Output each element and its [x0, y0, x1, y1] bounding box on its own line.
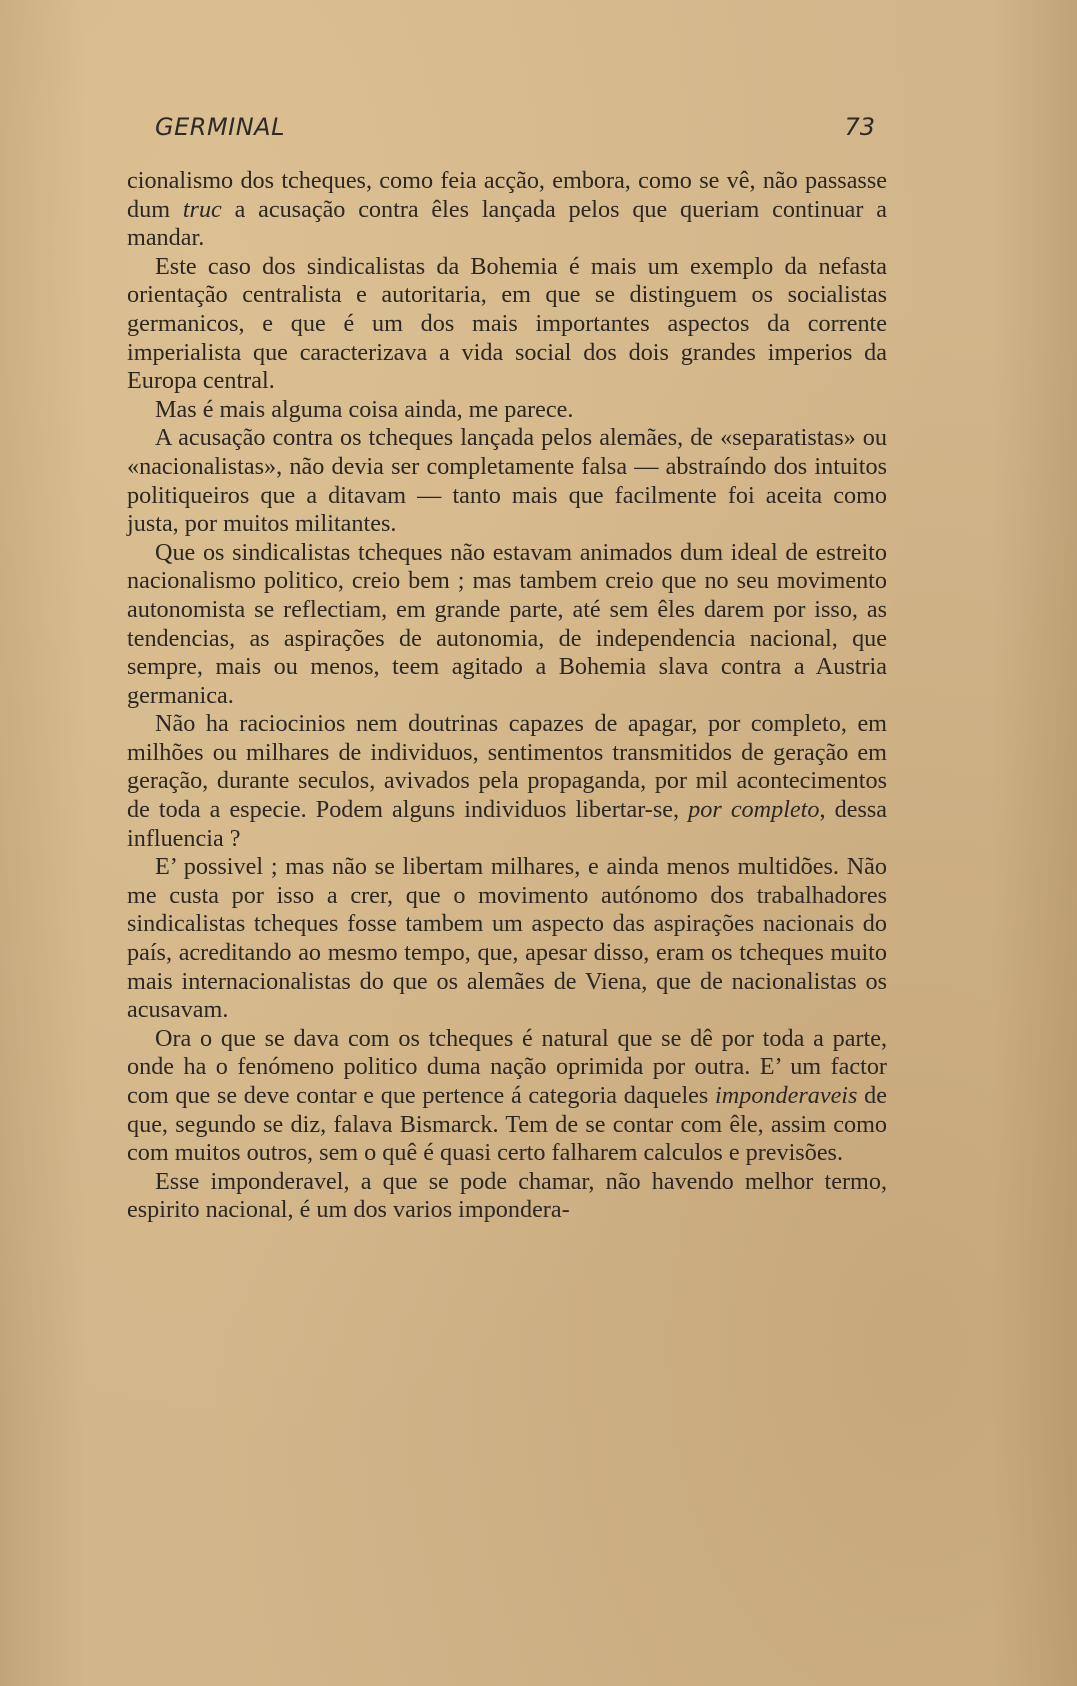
text-segment: Ora o que se dava com os tcheques é natural que se dê por toda a parte, onde ha o fenómeno politico duma nação oprimida por outra. E’ um factor com que se deve contar e que pertence á categoria daqueles	[127, 1024, 887, 1109]
body-text	[127, 167, 887, 1225]
paragraph	[127, 1168, 887, 1225]
text-segment: , dessa influencia ?	[127, 796, 888, 852]
page-number: 73	[844, 113, 875, 141]
text-segment: de que, segundo se diz, falava Bismarck. Tem de se contar com êle, assim como com muitos outros, sem o quê é quasi certo falharem calculos e previsões.	[127, 1082, 887, 1167]
text-segment: Que os sindicalistas tcheques não estavam animados dum ideal de estreito nacionalismo politico, creio bem ; mas tambem creio que no seu movimento autonomista se reflectiam, em grande parte, até sem êles darem por isso, as tendencias, as aspirações de autonomia, de independencia nacional, que sempre, mais ou menos, teem agitado a Bohemia slava contra a Austria germanica.	[127, 538, 887, 709]
paragraph	[127, 539, 887, 711]
paragraph	[127, 1025, 887, 1168]
text-segment: a acusação contra êles lançada pelos que queriam continuar a mandar.	[127, 195, 887, 252]
italic-text: truc	[182, 195, 222, 223]
paragraph	[127, 167, 887, 253]
text-segment: Esse imponderavel, a que se pode chamar, não havendo melhor termo, espirito nacional, é um dos varios impondera-	[127, 1167, 887, 1224]
paragraph	[127, 396, 887, 425]
text-segment: Este caso dos sindicalistas da Bohemia é mais um exemplo da nefasta orientação centralista e autoritaria, em que se distinguem os socialistas germanicos, e que é um dos mais importantes aspectos da corrente imperialista que caracterizava a vida social dos dois grandes imperios da Europa central.	[127, 252, 887, 395]
running-title: GERMINAL	[155, 113, 285, 141]
text-segment: Não ha raciocinios nem doutrinas capazes de apagar, por completo, em milhões ou milhares de individuos, sentimentos transmitidos de geração em geração, durante seculos, avivados pela propaganda, por mil acontecimentos de toda a especie. Podem alguns individuos libertar-se,	[127, 710, 887, 824]
text-segment: cionalismo dos tcheques, como feia acção, embora, como se vê, não passasse dum	[127, 167, 887, 223]
italic-text: imponderaveis	[715, 1082, 858, 1109]
text-segment: Mas é mais alguma coisa ainda, me parece.	[155, 395, 574, 423]
paragraph	[127, 853, 887, 1025]
paragraph	[127, 253, 887, 396]
page-header	[155, 113, 875, 149]
italic-text: por completo	[688, 796, 820, 824]
text-segment: E’ possivel ; mas não se libertam milhares, e ainda menos multidões. Não me custa por isso a crer, que o movimento autónomo dos trabalhadores sindicalistas tcheques fosse tambem um aspecto das aspirações nacionais do país, acreditando ao mesmo tempo, que, apesar disso, eram os tcheques muito mais internacionalistas do que os alemães de Viena, que de nacionalistas os acusavam.	[127, 853, 887, 1024]
text-segment: A acusação contra os tcheques lançada pelos alemães, de «separatistas» ou «nacionalistas», não devia ser completamente falsa — abstraíndo dos intuitos politiqueiros que a ditavam — tanto mais que facilmente foi aceita como justa, por muitos militantes.	[127, 424, 887, 538]
paragraph	[127, 710, 887, 853]
paragraph	[127, 424, 887, 538]
